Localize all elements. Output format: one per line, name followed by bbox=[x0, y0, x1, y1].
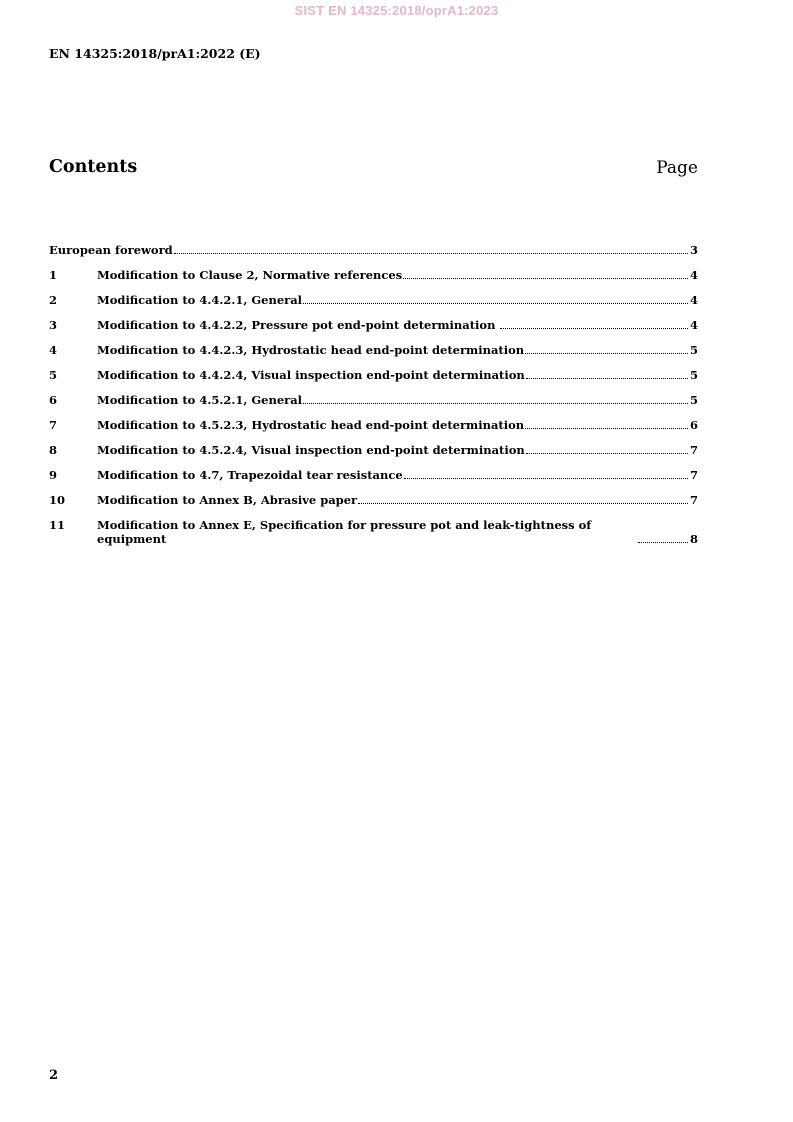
toc-entry-title: Modification to 4.4.2.4, Visual inspection end-point determination bbox=[97, 368, 525, 382]
toc-entry-number: 3 bbox=[49, 318, 58, 332]
document-identifier: EN 14325:2018/prA1:2022 (E) bbox=[49, 46, 261, 61]
toc-entry-9[interactable] bbox=[49, 468, 698, 482]
toc-entry-title: Modification to 4.5.2.3, Hydrostatic head end-point determination bbox=[97, 418, 525, 432]
toc-entry-title: Modification to 4.5.2.4, Visual inspection end-point determination bbox=[97, 443, 525, 457]
toc-leader-dots bbox=[500, 327, 688, 329]
page-column-label: Page bbox=[656, 158, 698, 178]
toc-entry-title: Modification to 4.4.2.2, Pressure pot end-point determination bbox=[97, 318, 500, 332]
toc-leader-dots bbox=[526, 377, 688, 379]
toc-entry-page: 4 bbox=[689, 293, 698, 307]
toc-entry-page: 7 bbox=[689, 443, 698, 457]
toc-leader-dots bbox=[303, 302, 688, 304]
toc-entry-5[interactable] bbox=[49, 368, 698, 382]
toc-entry-page: 7 bbox=[689, 493, 698, 507]
toc-entry-page: 5 bbox=[689, 393, 698, 407]
toc-entry-number: 9 bbox=[49, 468, 58, 482]
toc-entry-6[interactable] bbox=[49, 393, 698, 407]
toc-entry-title: Modification to 4.7, Trapezoidal tear resistance bbox=[97, 468, 403, 482]
toc-entry-3[interactable] bbox=[49, 318, 698, 332]
toc-entry-page: 5 bbox=[689, 368, 698, 382]
toc-leader-dots bbox=[174, 252, 688, 254]
toc-entry-10[interactable] bbox=[49, 493, 698, 507]
toc-leader-dots bbox=[525, 427, 688, 429]
watermark: SIST EN 14325:2018/oprA1:2023 bbox=[294, 3, 499, 18]
toc-entry-number: 8 bbox=[49, 443, 58, 457]
toc-leader-dots bbox=[638, 541, 688, 543]
toc-entry-1[interactable] bbox=[49, 268, 698, 282]
toc-entry-number: 10 bbox=[49, 493, 66, 507]
toc-entry-page: 6 bbox=[689, 418, 698, 432]
toc-entry-number: 7 bbox=[49, 418, 58, 432]
toc-entry-number: 2 bbox=[49, 293, 58, 307]
toc-leader-dots bbox=[525, 352, 688, 354]
toc-entry-page: 5 bbox=[689, 343, 698, 357]
toc-entry-title: European foreword bbox=[49, 243, 173, 257]
toc-entry-page: 7 bbox=[689, 468, 698, 482]
toc-entry-title: Modification to 4.5.2.1, General bbox=[97, 393, 303, 407]
toc-entry-page: 4 bbox=[689, 318, 698, 332]
toc-entry-title: Modification to Annex B, Abrasive paper bbox=[97, 493, 358, 507]
toc-entry-foreword[interactable] bbox=[49, 243, 698, 257]
table-of-contents bbox=[49, 243, 698, 557]
toc-entry-number: 4 bbox=[49, 343, 58, 357]
page-number: 2 bbox=[49, 1068, 59, 1083]
toc-leader-dots bbox=[403, 277, 688, 279]
toc-leader-dots bbox=[303, 402, 688, 404]
toc-entry-title: Modification to Annex E, Specification for pressure pot and leak-tightness of equipment bbox=[97, 518, 592, 546]
toc-entry-number: 11 bbox=[49, 518, 66, 532]
toc-leader-dots bbox=[358, 502, 688, 504]
toc-entry-number: 5 bbox=[49, 368, 58, 382]
toc-entry-title: Modification to 4.4.2.1, General bbox=[97, 293, 303, 307]
toc-entry-2[interactable] bbox=[49, 293, 698, 307]
toc-entry-page: 3 bbox=[689, 243, 698, 257]
toc-entry-11[interactable] bbox=[49, 518, 698, 546]
toc-entry-page: 4 bbox=[689, 268, 698, 282]
toc-entry-4[interactable] bbox=[49, 343, 698, 357]
toc-entry-7[interactable] bbox=[49, 418, 698, 432]
toc-leader-dots bbox=[404, 477, 688, 479]
toc-entry-title: Modification to 4.4.2.3, Hydrostatic head end-point determination bbox=[97, 343, 525, 357]
toc-entry-title: Modification to Clause 2, Normative references bbox=[97, 268, 403, 282]
toc-entry-number: 1 bbox=[49, 268, 58, 282]
toc-entry-page: 8 bbox=[689, 532, 698, 546]
toc-entry-number: 6 bbox=[49, 393, 58, 407]
toc-entry-8[interactable] bbox=[49, 443, 698, 457]
contents-heading: Contents bbox=[49, 157, 138, 177]
toc-leader-dots bbox=[526, 452, 688, 454]
